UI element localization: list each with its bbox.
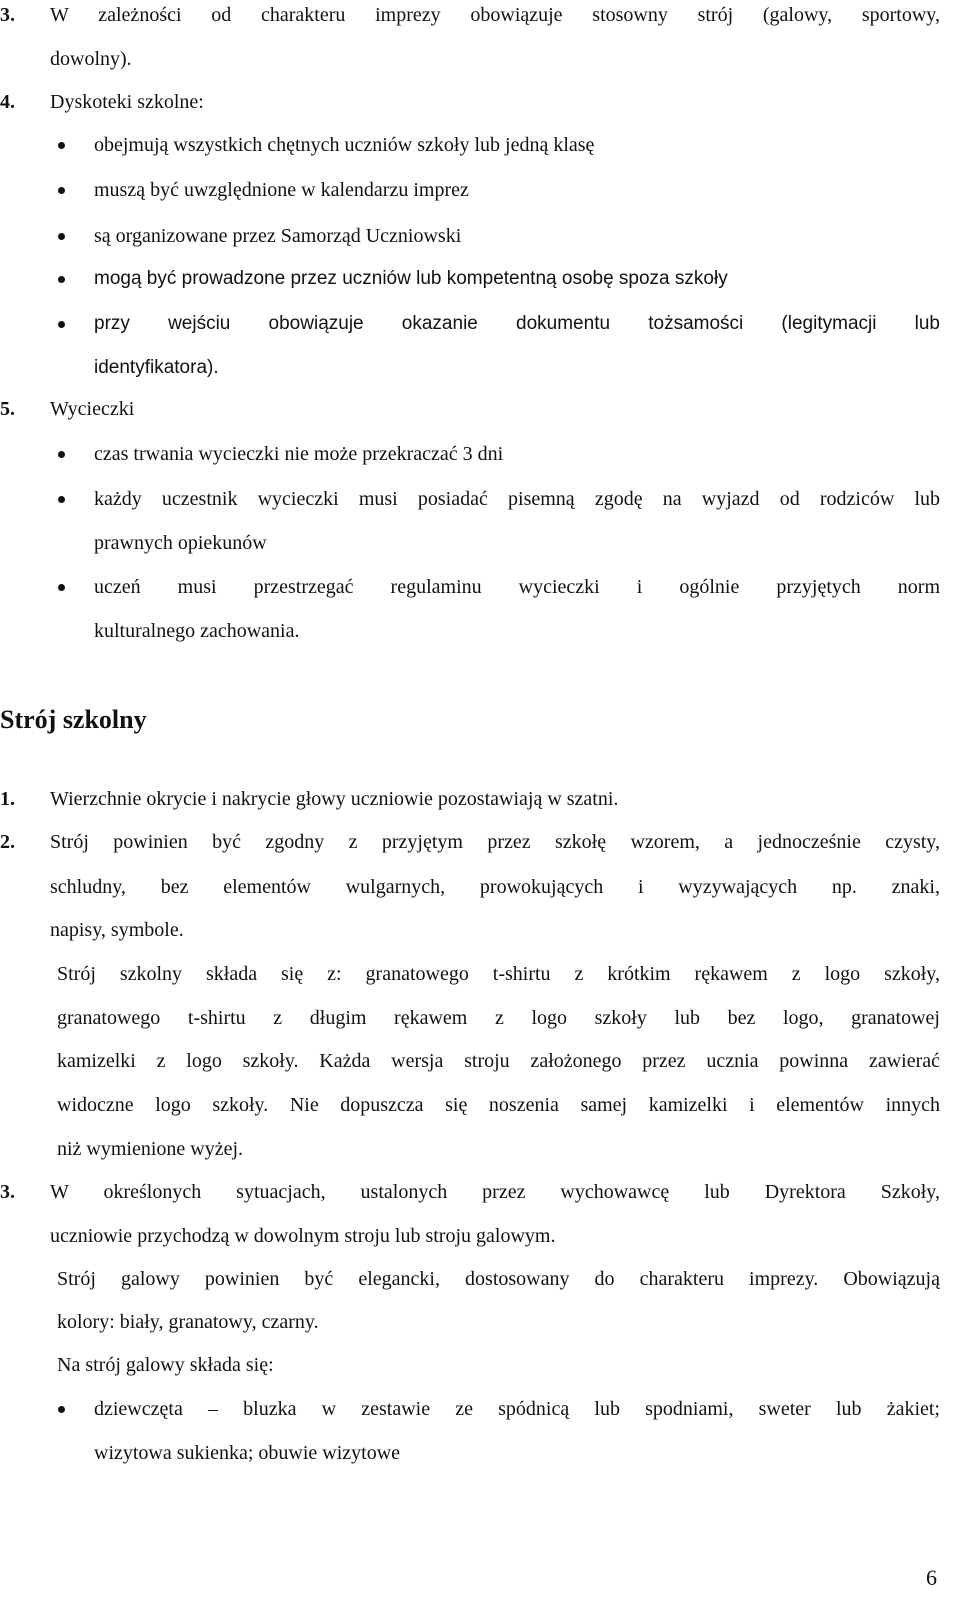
item-text: Wierzchnie okrycie i nakrycie głowy uczniowie pozostawiają w szatni. [50, 788, 619, 810]
paragraph-text: niż wymienione wyżej. [57, 1138, 244, 1160]
item-title: Wycieczki [50, 398, 135, 420]
bullet-icon [58, 1406, 65, 1413]
bullet-icon [58, 584, 65, 591]
page-number: 6 [926, 1565, 937, 1590]
bullet-icon [58, 496, 65, 503]
paragraph-text: granatowego t-shirtu z długim rękawem z logo szkoły lub bez logo, granatowej [57, 1007, 940, 1029]
bullet-text: obejmują wszystkich chętnych uczniów szkoły lub jedną klasę [94, 134, 595, 156]
bullet-icon [58, 276, 65, 283]
paragraph-text: Na strój galowy składa się: [57, 1354, 274, 1376]
bullet-icon [58, 187, 65, 194]
item-text: Strój powinien być zgodny z przyjętym przez szkołę wzorem, a jednocześnie czysty, [50, 831, 940, 853]
bullet-text: prawnych opiekunów [94, 532, 267, 554]
bullet-text: przy wejściu obowiązuje okazanie dokumentu tożsamości (legitymacji lub [94, 313, 940, 334]
bullet-text: każdy uczestnik wycieczki musi posiadać pisemną zgodę na wyjazd od rodziców lub [94, 488, 940, 510]
item-number: 5. [0, 398, 15, 420]
bullet-icon [58, 142, 65, 149]
bullet-text: muszą być uwzględnione w kalendarzu imprez [94, 179, 469, 201]
item-text: schludny, bez elementów wulgarnych, prowokujących i wyzywających np. znaki, [50, 876, 940, 898]
item-text: W określonych sytuacjach, ustalonych przez wychowawcę lub Dyrektora Szkoły, [50, 1181, 940, 1203]
item-number: 4. [0, 91, 15, 113]
bullet-text: uczeń musi przestrzegać regulaminu wycieczki i ogólnie przyjętych norm [94, 576, 940, 598]
bullet-text: identyfikatora). [94, 357, 219, 378]
bullet-icon [58, 321, 65, 328]
paragraph-text: Strój szkolny składa się z: granatowego t-shirtu z krótkim rękawem z logo szkoły, [57, 963, 940, 985]
bullet-text: wizytowa sukienka; obuwie wizytowe [94, 1442, 401, 1464]
bullet-text: mogą być prowadzone przez uczniów lub kompetentną osobę spoza szkoły [94, 268, 728, 289]
item-text: dowolny). [50, 48, 132, 70]
paragraph-text: kolory: biały, granatowy, czarny. [57, 1311, 319, 1333]
item-text: napisy, symbole. [50, 919, 184, 941]
item-text: W zależności od charakteru imprezy obowiązuje stosowny strój (galowy, sportowy, [50, 4, 940, 26]
bullet-icon [58, 233, 65, 240]
paragraph-text: Strój galowy powinien być elegancki, dostosowany do charakteru imprezy. Obowiązują [57, 1268, 940, 1290]
item-number: 3. [0, 4, 15, 26]
bullet-icon [58, 451, 65, 458]
bullet-text: kulturalnego zachowania. [94, 620, 300, 642]
item-number: 3. [0, 1181, 15, 1203]
paragraph-text: kamizelki z logo szkoły. Każda wersja stroju założonego przez ucznia powinna zawierać [57, 1050, 940, 1072]
item-title: Dyskoteki szkolne: [50, 91, 204, 113]
bullet-text: czas trwania wycieczki nie może przekraczać 3 dni [94, 443, 504, 465]
item-number: 1. [0, 788, 15, 810]
section-heading: Strój szkolny [0, 705, 147, 734]
item-number: 2. [0, 831, 15, 853]
bullet-text: są organizowane przez Samorząd Uczniowski [94, 225, 462, 247]
paragraph-text: widoczne logo szkoły. Nie dopuszcza się noszenia samej kamizelki i elementów innych [57, 1094, 940, 1116]
bullet-text: dziewczęta – bluzka w zestawie ze spódnicą lub spodniami, sweter lub żakiet; [94, 1398, 940, 1420]
item-text: uczniowie przychodzą w dowolnym stroju lub stroju galowym. [50, 1225, 556, 1247]
